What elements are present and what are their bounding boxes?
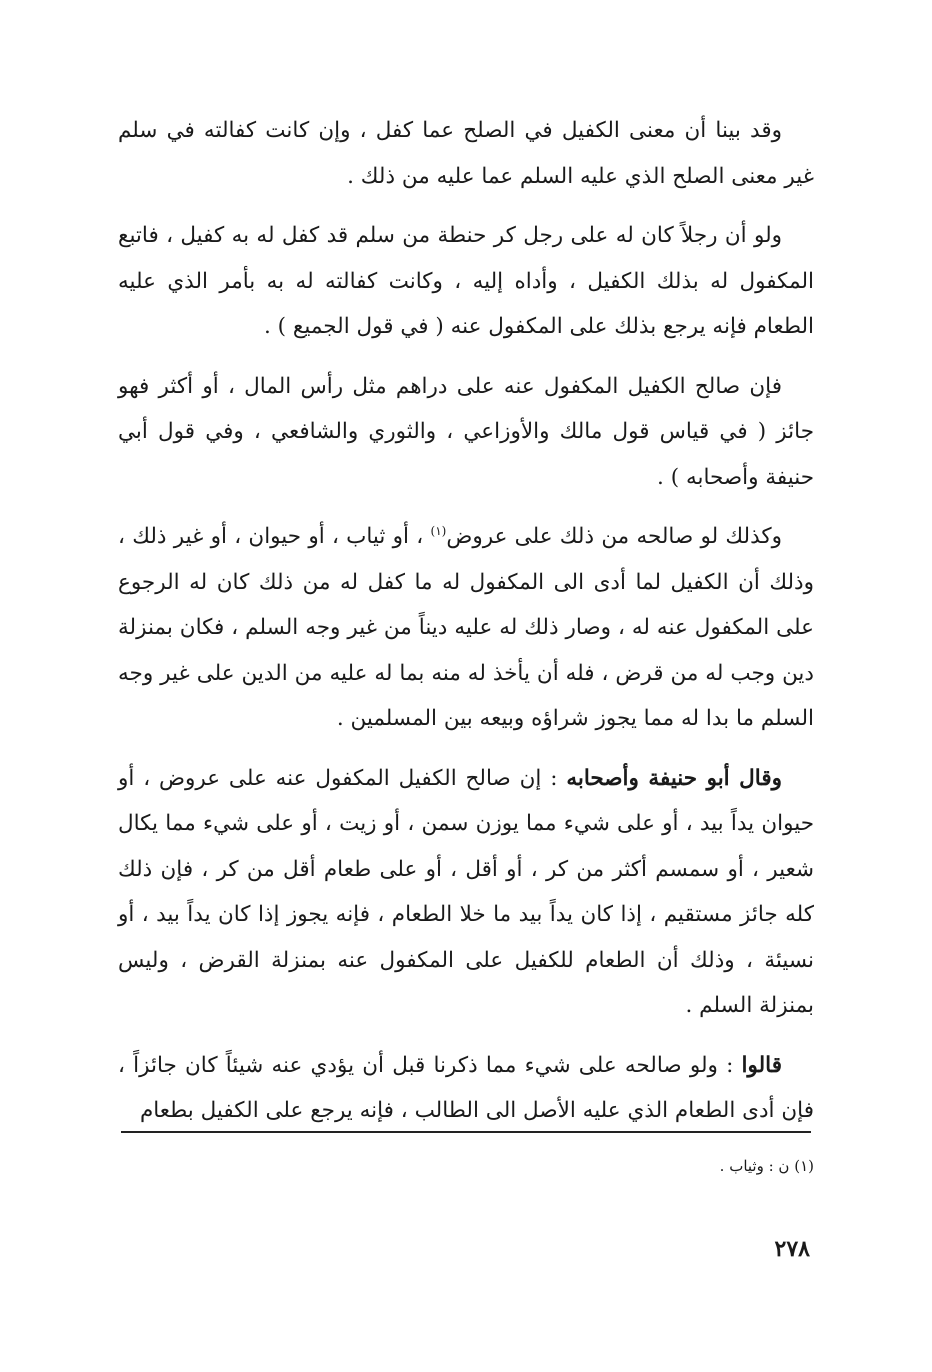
paragraph-3: فإن صالح الكفيل المكفول عنه على دراهم مثل رأس المال ، أو أكثر فهو جائز ( في قياس قول مالك والأوزاعي ، والثوري والشافعي ، وفي قول أبي حنيفة وأصحابه ) . [118,373,814,490]
paragraph-5-rest: : إن صالح الكفيل المكفول عنه على عروض ، أو حيوان يداً بيد ، أو على شيء مما يوزن سمن ، أو زيت ، أو على شيء مما يكال شعير ، أو سمسم أكثر من كر ، أو أقل ، أو على طعام أقل من كر ، فإن ذلك كله جائز مستقيم ، إذا كان يداً بيد ما خلا الطعام ، فإنه يجوز إذا كان يداً بيد ، أو نسيئة ، وذلك أن الطعام للكفيل على المكفول عنه بمنزلة القرض ، وليس بمنزلة السلم . [118,765,814,1018]
page-body [118,108,814,1148]
paragraph-5-lead: وقال أبو حنيفة وأصحابه [566,765,782,791]
footnote-divider [121,1131,811,1133]
footnote: (١) ن : وثياب . [719,1157,814,1175]
paragraph-4-before: وكذلك لو صالحه من ذلك على عروض [446,524,782,549]
paragraph-1: وقد بينا أن معنى الكفيل في الصلح عما كفل ، وإن كانت كفالته في سلم غير معنى الصلح الذي عليه السلم عما عليه من ذلك . [118,118,814,189]
paragraph-6-lead: قالوا [741,1052,782,1078]
paragraph-4-after: ، أو ثياب ، أو حيوان ، أو غير ذلك ، وذلك أن الكفيل لما أدى الى المكفول له ما كفل له من ذلك كان له الرجوع على المكفول عنه له ، وصار ذلك له عليه ديناً من غير وجه السلم ، فكان بمنزلة دين وجب له من قرض ، فله أن يأخذ له منه بما له عليه من الدين على غير وجه السلم ما بدا له مما يجوز شراؤه وبيعه بين المسلمين . [118,524,814,731]
paragraph-4 [118,514,814,742]
paragraph-6-rest: : ولو صالحه على شيء مما ذكرنا قبل أن يؤدي عنه شيئاً كان جائزاً ، فإن أدى الطعام الذي عليه الأصل الى الطالب ، فإنه يرجع على الكفيل بطعام [118,1052,814,1123]
paragraph-2: ولو أن رجلاً كان له على رجل كر حنطة من سلم قد كفل له به كفيل ، فاتبع المكفول له بذلك الكفيل ، وأداه إليه ، وكانت كفالته له به بأمر الذي عليه الطعام فإنه يرجع بذلك على المكفول عنه ( في قول الجميع ) . [118,223,814,339]
page-number: ٢٧٨ [774,1236,810,1262]
paragraph-5 [118,756,814,1029]
footnote-ref: (١) [430,523,447,538]
paragraph-6 [118,1043,814,1134]
